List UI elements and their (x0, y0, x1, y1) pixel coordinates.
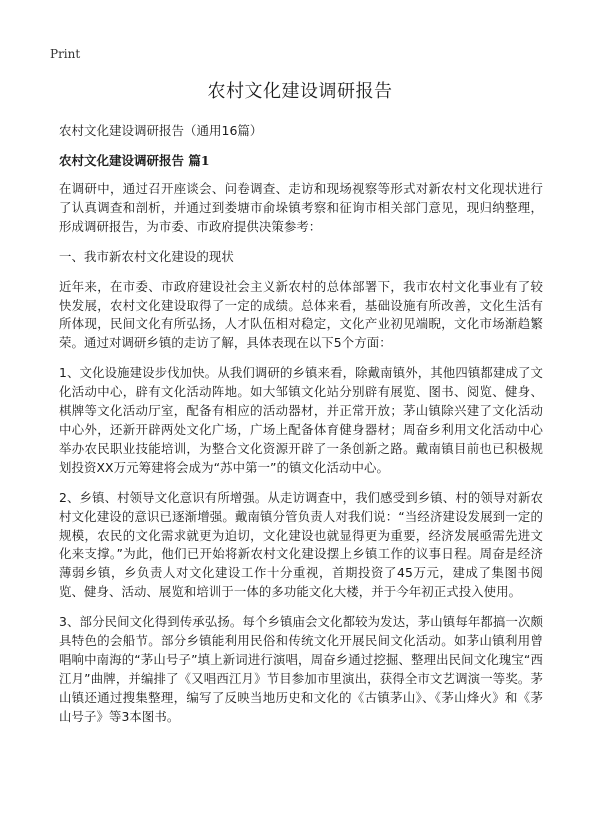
document-subtitle: 农村文化建设调研报告（通用16篇） (59, 123, 263, 138)
paragraph-point-3: 3、部分民间文化得到传承弘扬。每个乡镇庙会文化都较为发达，茅山镇每年都搞一次颇具特色的会船节。部分乡镇能利用民俗和传统文化开展民间文化活动。如茅山镇利用曾唱响中南海的“茅山号子”填上新词进行演唱，周奋乡通过挖掘、整理出民间文化瑰宝“西江月”曲牌，并编排了《又唱西江月》节目参加市里演出，获得全市文艺调演一等奖。茅山镇还通过搜集整理，编写了反映当地历史和文化的《古镇茅山》、《茅山烽火》和《茅山号子》等3本图书。 (59, 614, 543, 724)
section-heading: 农村文化建设调研报告 篇1 (59, 153, 210, 168)
document-body (59, 180, 543, 738)
paragraph-section-one-heading: 一、我市新农村文化建设的现状 (59, 248, 234, 264)
paragraph-point-2: 2、乡镇、村领导文化意识有所增强。从走访调查中，我们感受到乡镇、村的领导对新农村文化建设的意识已逐渐增强。戴南镇分管负责人对我们说：“当经济建设发展到一定的规模，农民的文化需求就更为迫切，文化建设也就显得更为重要，经济发展亟需先进文化来支撑。”为此，他们已开始将新农村文化建设摆上乡镇工作的议事日程。周奋是经济薄弱乡镇，乡负责人对文化建设工作十分重视，首期投资了45万元，建成了集图书阅览、健身、活动、展览和培训于一体的多功能文化大楼，并于今年初正式投入使用。 (59, 489, 543, 600)
document-title: 农村文化建设调研报告 (207, 81, 393, 102)
paragraph-overview: 近年来，在市委、市政府建设社会主义新农村的总体部署下，我市农村文化事业有了较快发展，农村文化建设取得了一定的成绩。总体来看，基础设施有所改善，文化生活有所体现，民间文化有所弘扬，人才队伍相对稳定，文化产业初见端睨，文化市场渐趋繁荣。通过对调研乡镇的走访了解，具体表现在以下5个方面： (59, 278, 543, 351)
paragraph-point-1: 1、文化设施建设步伐加快。从我们调研的乡镇来看，除戴南镇外，其他四镇都建成了文化活动中心，辟有文化活动阵地。如大邹镇文化站分别辟有展览、图书、阅览、健身、棋牌等文化活动厅室，配备有相应的活动器材，并正常开放；茅山镇除兴建了文化活动中心外，还新开辟两处文化广场，广场上配备体育健身器材；周奋乡利用文化活动中心举办农民职业技能培训，为整合文化资源开辟了一条创新之路。戴南镇目前也已积极规划投资XX万元筹建将会成为“苏中第一”的镇文化活动中心。 (59, 365, 543, 475)
paragraph-intro: 在调研中，通过召开座谈会、问卷调查、走访和现场视察等形式对新农村文化现状进行了认真调查和剖析，并通过到娄塘市俞垛镇考察和征询市相关部门意见，现归纳整理，形成调研报告，为市委、市政府提供决策参考： (59, 181, 543, 234)
print-link[interactable]: Print (50, 47, 81, 61)
